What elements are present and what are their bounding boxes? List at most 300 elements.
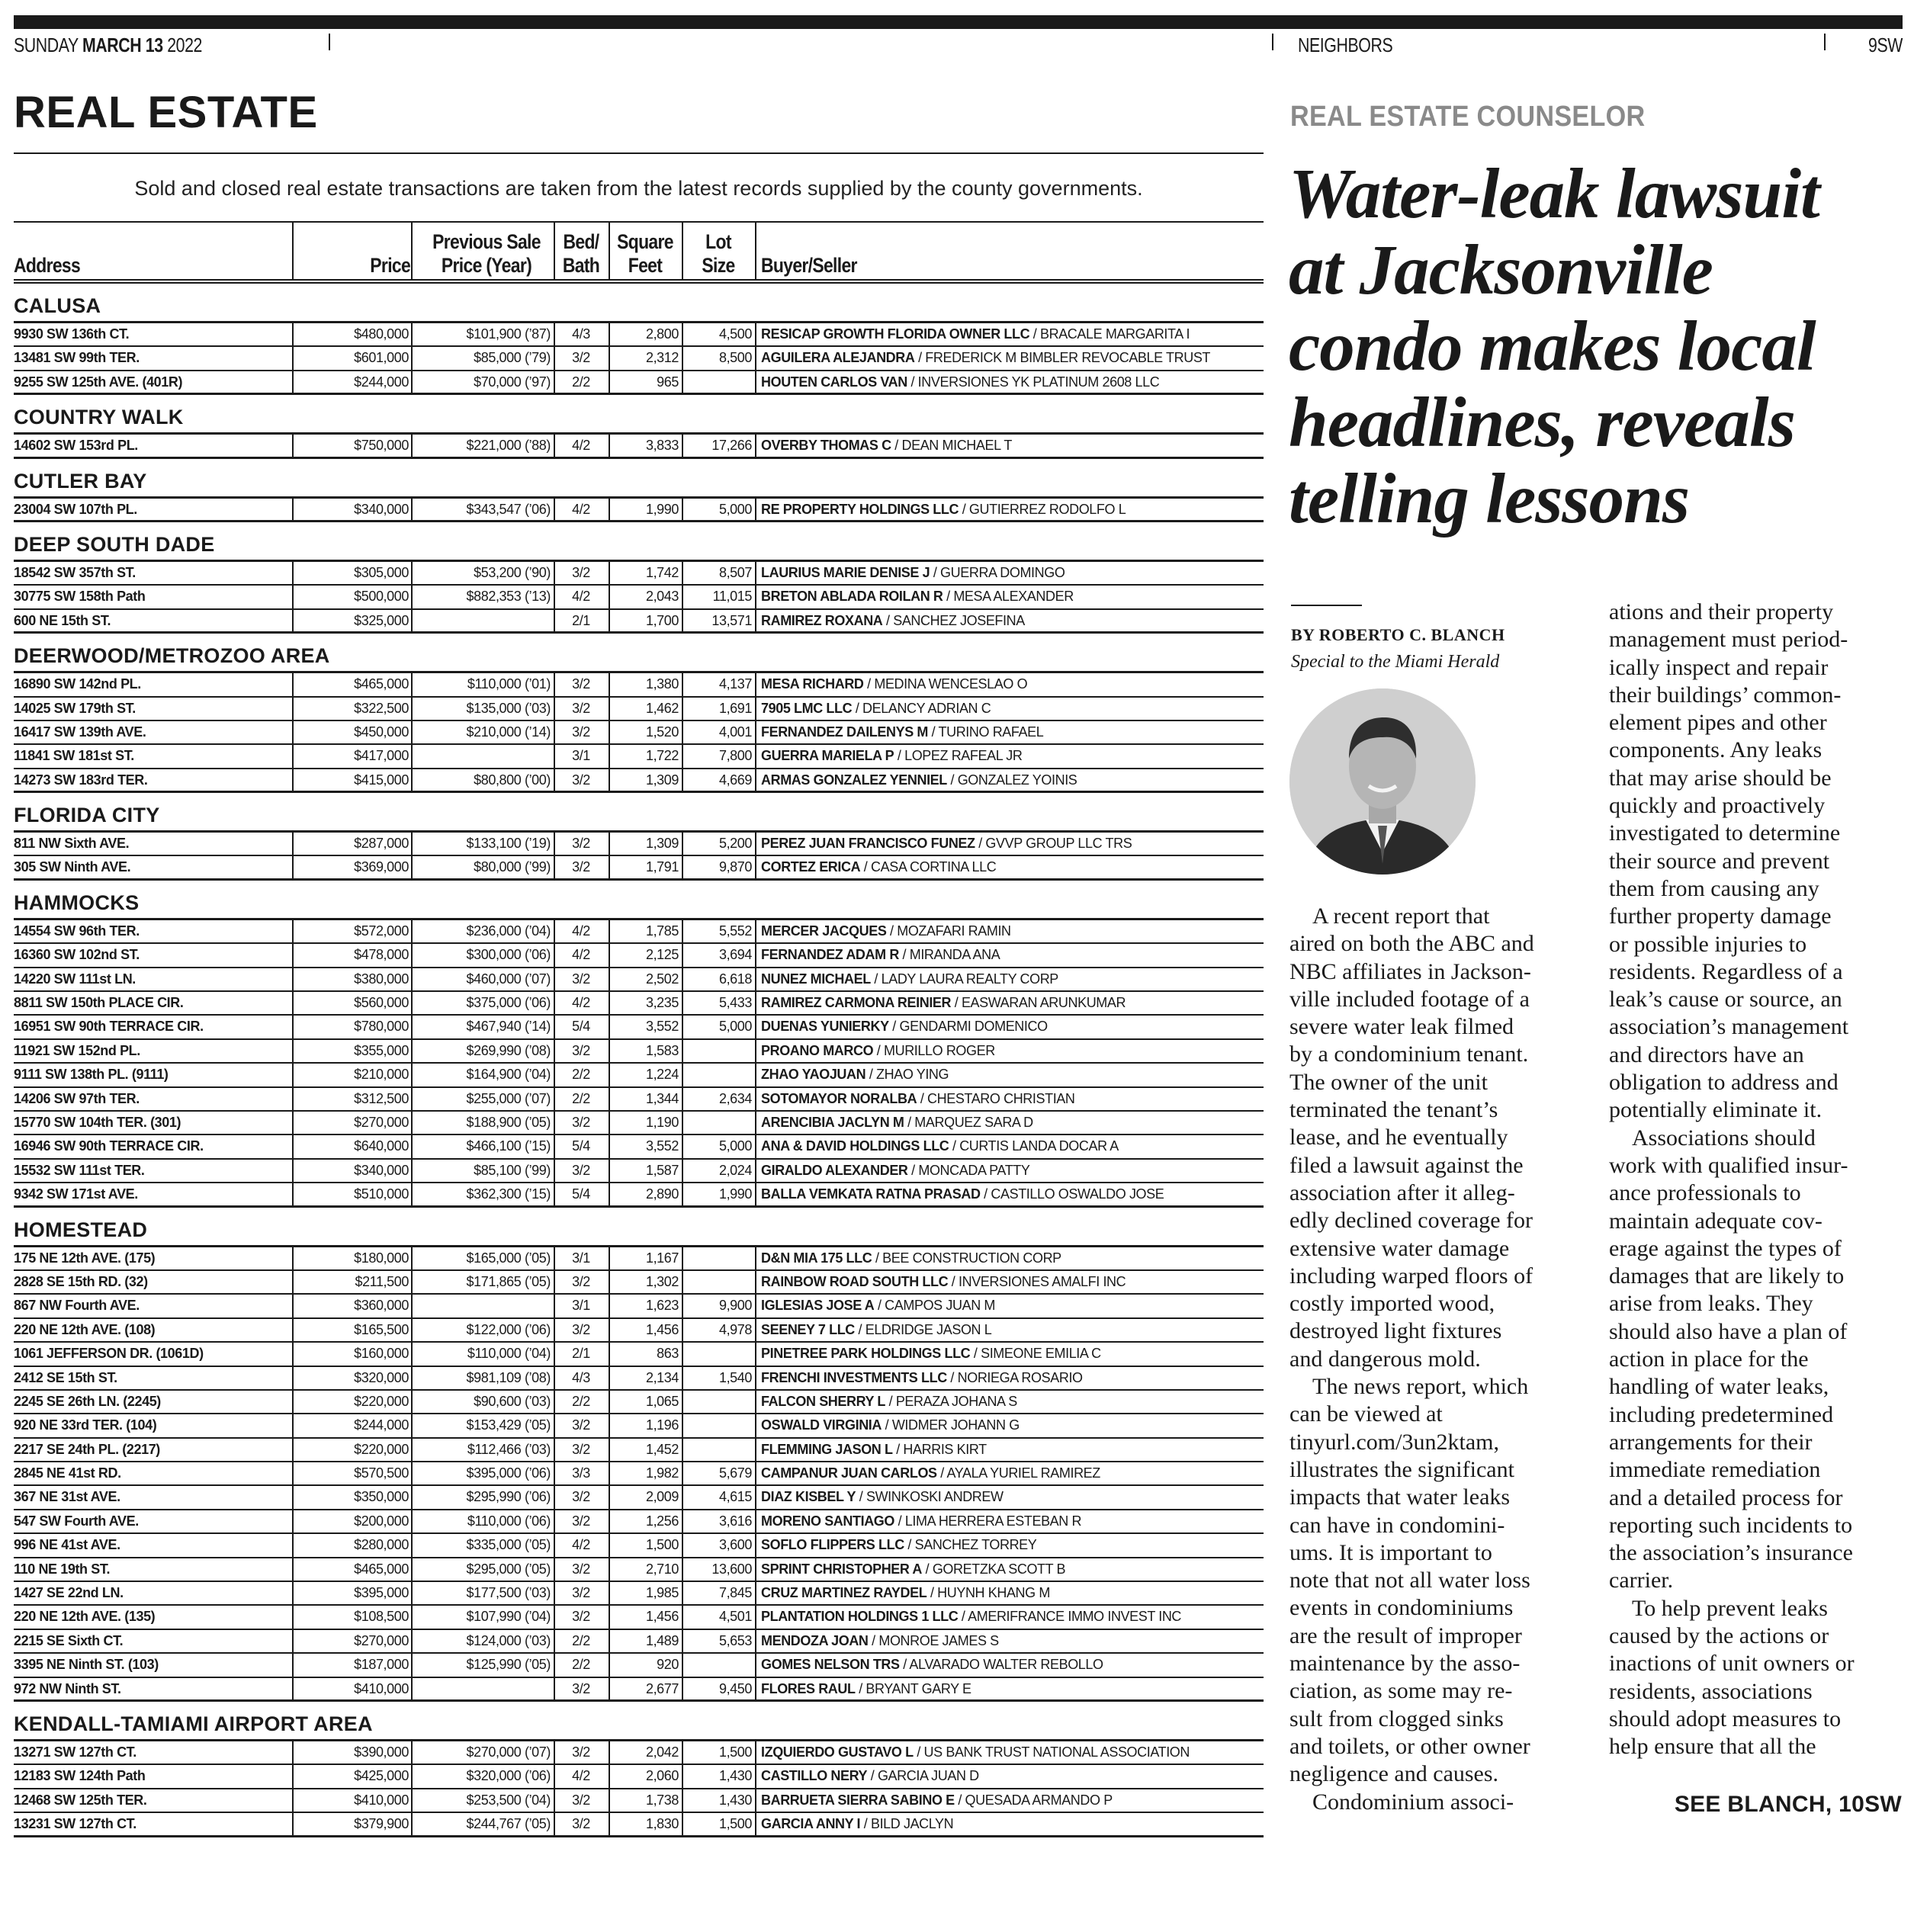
article-text-line: immediate remediation — [1609, 1457, 1821, 1483]
address-cell: 8811 SW 150th PLACE CIR. — [14, 995, 184, 1011]
column-divider — [682, 1135, 683, 1159]
lot-size-cell: 5,000 — [718, 1019, 752, 1035]
column-divider — [609, 1343, 610, 1366]
column-divider — [609, 1247, 610, 1271]
table-row — [14, 769, 1264, 793]
article-text-line: maintain adequate cov- — [1609, 1208, 1822, 1234]
article-text-line: by a condominium tenant. — [1289, 1041, 1529, 1067]
price-cell: $244,000 — [354, 374, 409, 390]
buyer-name: FERNANDEZ DAILENYS M — [761, 724, 929, 740]
table-row — [14, 745, 1264, 769]
column-divider — [682, 992, 683, 1016]
buyer-name: MESA RICHARD — [761, 676, 864, 692]
bed-bath-cell: 5/4 — [572, 1138, 590, 1154]
column-divider — [755, 1016, 756, 1039]
column-divider — [609, 1016, 610, 1039]
column-divider — [554, 1765, 555, 1789]
seller-name: / NORIEGA ROSARIO — [946, 1369, 1083, 1385]
column-divider — [755, 1247, 756, 1271]
column-divider — [682, 1606, 683, 1629]
buyer-seller-cell — [761, 613, 1025, 629]
lot-size-cell: 13,600 — [711, 1561, 752, 1577]
column-divider — [292, 673, 294, 697]
column-divider — [554, 698, 555, 721]
address-cell: 14220 SW 111st LN. — [14, 971, 136, 987]
column-divider — [554, 1247, 555, 1271]
previous-sale-cell: $466,100 (’15) — [466, 1138, 551, 1154]
buyer-seller-cell — [761, 350, 1210, 366]
seller-name: / HUYNH KHANG M — [926, 1585, 1050, 1601]
table-row — [14, 1765, 1264, 1789]
article-text-line: edly declined coverage for — [1289, 1208, 1533, 1234]
previous-sale-cell: $236,000 (’04) — [466, 923, 551, 939]
square-feet-cell: 2,677 — [645, 1680, 679, 1696]
address-cell: 996 NE 41st AVE. — [14, 1537, 120, 1553]
buyer-seller-cell — [761, 1346, 1101, 1362]
buyer-name: AGUILERA ALEJANDRA — [761, 350, 915, 366]
article-text-line: damages that are likely to — [1609, 1263, 1845, 1289]
column-divider — [682, 1016, 683, 1039]
column-divider — [554, 992, 555, 1016]
square-feet-cell: 1,785 — [645, 923, 679, 939]
table-row — [14, 499, 1264, 522]
price-cell: $415,000 — [354, 772, 409, 788]
column-divider — [609, 323, 610, 347]
address-cell: 12183 SW 124th Path — [14, 1768, 146, 1784]
column-divider — [682, 1439, 683, 1462]
square-feet-cell: 3,552 — [645, 1019, 679, 1035]
buyer-seller-cell — [761, 971, 1058, 987]
lot-size-cell: 4,669 — [718, 772, 752, 788]
lot-size-cell: 13,571 — [711, 612, 752, 628]
article-text-line: and toilets, or other owner — [1289, 1733, 1530, 1759]
table-intro: Sold and closed real estate transactions are taken from the latest records supplied by the county governments. — [134, 177, 1143, 200]
column-divider — [755, 1765, 756, 1789]
bed-bath-cell: 3/2 — [572, 1114, 590, 1130]
buyer-name: IGLESIAS JOSE A — [761, 1298, 875, 1314]
table-row — [14, 920, 1264, 944]
article-text-line: help ensure that all the — [1609, 1734, 1816, 1760]
article-text-line: caused by the actions or — [1609, 1622, 1829, 1648]
folio-section: NEIGHBORS — [1298, 34, 1393, 56]
neighborhood-heading: FLORIDA CITY — [14, 793, 1264, 833]
column-divider — [292, 1016, 294, 1039]
column-divider — [682, 1630, 683, 1654]
article-text-line: maintenance by the asso- — [1289, 1651, 1521, 1677]
seller-name: / DELANCY ADRIAN C — [852, 700, 991, 716]
lot-size-cell: 5,679 — [718, 1465, 752, 1481]
column-divider — [755, 1271, 756, 1295]
column-divider — [554, 223, 555, 279]
column-divider — [682, 1558, 683, 1582]
column-divider — [554, 1391, 555, 1414]
bed-bath-cell: 2/1 — [572, 1346, 590, 1362]
column-divider — [554, 1741, 555, 1765]
column-divider — [755, 1439, 756, 1462]
bed-bath-cell: 3/3 — [572, 1465, 590, 1481]
column-divider — [292, 223, 294, 279]
buyer-seller-cell — [761, 995, 1126, 1011]
column-divider — [292, 1343, 294, 1366]
column-divider — [682, 1510, 683, 1534]
price-cell: $369,000 — [354, 859, 409, 875]
bed-bath-cell: 3/2 — [572, 1792, 590, 1808]
buyer-seller-cell — [761, 1394, 1017, 1410]
article-text-line: Associations should — [1632, 1125, 1816, 1151]
article-text-line: Condominium associ- — [1312, 1789, 1514, 1815]
column-divider — [755, 673, 756, 697]
column-divider — [554, 1367, 555, 1391]
price-cell: $560,000 — [354, 995, 409, 1011]
column-divider — [292, 698, 294, 721]
buyer-name: ARENCIBIA JACLYN M — [761, 1114, 904, 1130]
column-divider — [755, 1391, 756, 1414]
article-text-line: ically inspect and repair — [1609, 654, 1829, 680]
column-divider — [411, 499, 413, 522]
article-text-line: and directors have an — [1609, 1041, 1804, 1067]
column-divider — [292, 1606, 294, 1629]
bed-bath-cell: 3/2 — [572, 1273, 590, 1289]
buyer-seller-cell — [761, 701, 991, 717]
buyer-seller-cell — [761, 923, 1011, 939]
buyer-seller-cell — [761, 676, 1027, 692]
price-cell: $410,000 — [354, 1680, 409, 1696]
lot-size-cell: 2,634 — [718, 1090, 752, 1106]
buyer-seller-cell — [761, 1019, 1048, 1035]
table-row — [14, 721, 1264, 745]
column-divider — [292, 1247, 294, 1271]
column-divider — [292, 1558, 294, 1582]
column-divider — [411, 1295, 413, 1318]
column-divider — [292, 833, 294, 856]
column-divider — [292, 1391, 294, 1414]
column-divider — [682, 223, 683, 279]
lot-size-cell: 8,507 — [718, 564, 752, 580]
seller-name: / LOPEZ RAFEAL JR — [894, 748, 1023, 764]
column-divider — [609, 610, 610, 633]
price-cell: $200,000 — [354, 1513, 409, 1529]
price-cell: $360,000 — [354, 1298, 409, 1314]
bed-bath-cell: 3/2 — [572, 700, 590, 716]
seller-name: / CASA CORTINA LLC — [860, 859, 997, 875]
folio-date — [14, 34, 202, 57]
address-cell: 2828 SE 15th RD. (32) — [14, 1273, 148, 1289]
address-cell: 9930 SW 136th CT. — [14, 326, 130, 342]
column-divider — [292, 944, 294, 968]
buyer-name: D&N MIA 175 LLC — [761, 1250, 872, 1266]
column-divider — [755, 856, 756, 879]
previous-sale-cell: $981,109 (’08) — [466, 1369, 551, 1385]
lot-size-cell: 4,501 — [718, 1609, 752, 1625]
address-cell: 11841 SW 181st ST. — [14, 748, 134, 764]
buyer-name: FERNANDEZ ADAM R — [761, 947, 899, 963]
table-row — [14, 1789, 1264, 1813]
article-text-line: handling of water leaks, — [1609, 1374, 1829, 1400]
column-divider — [682, 1534, 683, 1558]
buyer-name: MERCER JACQUES — [761, 923, 887, 939]
square-feet-cell: 1,380 — [645, 676, 679, 692]
column-divider — [292, 347, 294, 371]
previous-sale-cell: $165,000 (’05) — [466, 1250, 551, 1266]
buyer-seller-cell — [761, 1091, 1075, 1107]
neighborhood-heading: DEEP SOUTH DADE — [14, 522, 1264, 562]
square-feet-cell: 1,990 — [645, 501, 679, 517]
column-divider — [755, 1654, 756, 1677]
column-divider — [755, 992, 756, 1016]
address-cell: 2217 SE 24th PL. (2217) — [14, 1441, 160, 1457]
address-cell: 9111 SW 138th PL. (9111) — [14, 1067, 169, 1083]
price-cell: $355,000 — [354, 1042, 409, 1058]
article-text-line: and dangerous mold. — [1289, 1346, 1481, 1372]
bed-bath-cell: 3/2 — [572, 564, 590, 580]
column-divider — [682, 435, 683, 457]
column-divider — [411, 1558, 413, 1582]
previous-sale-cell: $177,500 (’03) — [466, 1585, 551, 1601]
folio-day: SUNDAY — [14, 34, 79, 56]
price-cell: $280,000 — [354, 1537, 409, 1553]
top-rule — [14, 15, 1903, 29]
column-divider — [411, 1271, 413, 1295]
column-divider — [292, 435, 294, 457]
column-divider — [682, 1582, 683, 1606]
buyer-seller-cell — [761, 1465, 1100, 1481]
column-divider — [755, 1343, 756, 1366]
seller-name: / PERAZA JOHANA S — [885, 1393, 1017, 1409]
column-divider — [755, 1183, 756, 1206]
column-divider — [682, 769, 683, 792]
folio-divider — [329, 34, 330, 50]
table-row — [14, 1558, 1264, 1582]
bed-bath-cell: 4/3 — [572, 1369, 590, 1385]
column-divider — [292, 1678, 294, 1701]
square-feet-cell: 2,710 — [645, 1561, 679, 1577]
column-divider — [292, 562, 294, 586]
lot-size-cell: 9,450 — [718, 1680, 752, 1696]
column-divider — [554, 1319, 555, 1343]
article-text-line: events in condominiums — [1289, 1595, 1514, 1621]
bed-bath-cell: 4/2 — [572, 438, 590, 454]
square-feet-cell: 1,256 — [645, 1513, 679, 1529]
column-divider — [682, 1391, 683, 1414]
address-cell: 2245 SE 26th LN. (2245) — [14, 1393, 161, 1409]
column-divider — [411, 1439, 413, 1462]
column-divider — [292, 769, 294, 792]
square-feet-cell: 1,456 — [645, 1321, 679, 1337]
square-feet-cell: 1,456 — [645, 1609, 679, 1625]
previous-sale-cell: $253,500 (’04) — [466, 1792, 551, 1808]
column-divider — [609, 1112, 610, 1135]
column-divider — [682, 1789, 683, 1813]
lot-size-cell: 4,978 — [718, 1321, 752, 1337]
table-row — [14, 698, 1264, 721]
article-column-1 — [1289, 903, 1582, 1816]
column-divider — [609, 1741, 610, 1765]
column-divider — [755, 1064, 756, 1087]
column-divider — [755, 833, 756, 856]
table-row — [14, 562, 1264, 586]
table-row — [14, 586, 1264, 609]
table-row — [14, 673, 1264, 697]
neighborhood-heading: DEERWOOD/METROZOO AREA — [14, 634, 1264, 673]
article-text-line: aired on both the ABC and — [1289, 931, 1534, 957]
column-divider — [609, 920, 610, 944]
column-divider — [609, 1040, 610, 1064]
buyer-seller-cell — [761, 836, 1132, 852]
bed-bath-cell: 2/2 — [572, 1657, 590, 1673]
buyer-name: BRETON ABLADA ROILAN R — [761, 589, 943, 605]
price-cell: $160,000 — [354, 1346, 409, 1362]
column-divider — [554, 673, 555, 697]
neighborhood-heading: HOMESTEAD — [14, 1208, 1264, 1247]
folio-month-day: MARCH 13 — [82, 34, 163, 56]
address-cell: 13271 SW 127th CT. — [14, 1744, 136, 1760]
seller-name: / LIMA HERRERA ESTEBAN R — [894, 1513, 1082, 1529]
column-divider — [292, 586, 294, 609]
column-divider — [609, 745, 610, 769]
buyer-seller-cell — [761, 1744, 1190, 1760]
price-cell: $287,000 — [354, 836, 409, 852]
column-divider — [554, 1112, 555, 1135]
column-divider — [682, 920, 683, 944]
lot-size-cell: 9,900 — [718, 1298, 752, 1314]
column-divider — [554, 1534, 555, 1558]
column-divider — [411, 1414, 413, 1438]
column-divider — [292, 371, 294, 394]
buyer-name: GUERRA MARIELA P — [761, 748, 894, 764]
buyer-seller-cell — [761, 1768, 979, 1784]
seller-name: / AYALA YURIEL RAMIREZ — [936, 1465, 1100, 1481]
column-divider — [682, 1486, 683, 1510]
buyer-name: SEENEY 7 LLC — [761, 1321, 855, 1337]
table-row — [14, 1813, 1264, 1837]
address-cell: 3395 NE Ninth ST. (103) — [14, 1657, 159, 1673]
bed-bath-cell: 2/2 — [572, 374, 590, 390]
article-text-line: carrier. — [1609, 1568, 1674, 1593]
column-divider — [682, 1414, 683, 1438]
square-feet-cell: 1,742 — [645, 564, 679, 580]
buyer-name: CASTILLO NERY — [761, 1768, 868, 1784]
bed-bath-cell: 3/2 — [572, 1680, 590, 1696]
column-divider — [682, 323, 683, 347]
table-row — [14, 610, 1264, 634]
table-row — [14, 1135, 1264, 1159]
column-divider — [411, 371, 413, 394]
previous-sale-cell: $153,429 (’05) — [466, 1417, 551, 1433]
price-cell: $572,000 — [354, 923, 409, 939]
column-divider — [755, 1135, 756, 1159]
article-text-line: leak’s cause or source, an — [1609, 987, 1842, 1013]
article-column-2 — [1609, 599, 1903, 1760]
square-feet-cell: 1,738 — [645, 1792, 679, 1808]
previous-sale-cell: $295,990 (’06) — [466, 1489, 551, 1505]
lot-size-cell: 1,430 — [718, 1768, 752, 1784]
address-cell: 12468 SW 125th TER. — [14, 1792, 147, 1808]
address-cell: 920 NE 33rd TER. (104) — [14, 1417, 157, 1433]
square-feet-cell: 863 — [657, 1346, 679, 1362]
lot-size-cell: 6,618 — [718, 971, 752, 987]
column-divider — [682, 562, 683, 586]
article-text-line: residents, associations — [1609, 1678, 1813, 1704]
article-text-line: them from causing any — [1609, 875, 1819, 901]
column-divider — [292, 1765, 294, 1789]
square-feet-cell: 1,302 — [645, 1273, 679, 1289]
column-divider — [411, 944, 413, 968]
square-feet-cell: 1,623 — [645, 1298, 679, 1314]
price-cell: $350,000 — [354, 1489, 409, 1505]
seller-name: / SANCHEZ JOSEFINA — [882, 612, 1025, 628]
transactions-table — [14, 221, 1264, 1837]
column-divider — [554, 347, 555, 371]
column-divider — [682, 1112, 683, 1135]
buyer-seller-cell — [761, 1138, 1119, 1154]
article-text-line: can be viewed at — [1289, 1401, 1443, 1427]
square-feet-cell: 2,043 — [645, 589, 679, 605]
headline-line: condo makes local — [1289, 307, 1816, 386]
column-divider — [411, 1183, 413, 1206]
column-divider — [554, 1183, 555, 1206]
address-cell: 14602 SW 153rd PL. — [14, 438, 138, 454]
column-divider — [609, 721, 610, 745]
column-divider — [609, 1295, 610, 1318]
buyer-name: BARRUETA SIERRA SABINO E — [761, 1792, 955, 1808]
buyer-seller-cell — [761, 1561, 1065, 1577]
byline-rule — [1291, 605, 1362, 606]
article-text-line: filed a lawsuit against the — [1289, 1152, 1524, 1178]
column-divider — [755, 1813, 756, 1836]
lot-size-cell: 4,137 — [718, 676, 752, 692]
address-cell: 9342 SW 171st AVE. — [14, 1186, 138, 1202]
seller-name: / ZHAO YING — [865, 1067, 949, 1083]
seller-name: / MARQUEZ SARA D — [904, 1114, 1033, 1130]
column-divider — [609, 1367, 610, 1391]
article-text-line: including predetermined — [1609, 1401, 1834, 1427]
address-cell: 30775 SW 158th Path — [14, 589, 146, 605]
column-divider — [292, 323, 294, 347]
price-cell: $340,000 — [354, 501, 409, 517]
col-header-square-feet: Square Feet — [617, 230, 673, 277]
buyer-seller-cell — [761, 1537, 1036, 1553]
square-feet-cell: 1,587 — [645, 1162, 679, 1178]
previous-sale-cell: $110,000 (’04) — [467, 1346, 551, 1362]
column-divider — [292, 1183, 294, 1206]
buyer-name: SPRINT CHRISTOPHER A — [761, 1561, 923, 1577]
seller-name: / SIMEONE EMILIA C — [970, 1346, 1101, 1362]
column-divider — [682, 586, 683, 609]
lot-size-cell: 1,430 — [718, 1792, 752, 1808]
column-divider — [554, 371, 555, 394]
square-feet-cell: 2,125 — [645, 947, 679, 963]
square-feet-cell: 3,833 — [645, 438, 679, 454]
column-divider — [682, 856, 683, 879]
previous-sale-cell: $343,547 (’06) — [466, 501, 551, 517]
seller-name: / HARRIS KIRT — [892, 1441, 987, 1457]
column-divider — [755, 371, 756, 394]
previous-sale-cell: $375,000 (’06) — [466, 995, 551, 1011]
column-divider — [292, 1462, 294, 1486]
price-cell: $425,000 — [354, 1768, 409, 1784]
column-divider — [411, 562, 413, 586]
previous-sale-cell: $125,990 (’05) — [466, 1657, 551, 1673]
previous-sale-cell: $295,000 (’05) — [466, 1561, 551, 1577]
column-divider — [554, 1016, 555, 1039]
column-divider — [755, 1486, 756, 1510]
bed-bath-cell: 3/1 — [572, 1250, 590, 1266]
previous-sale-cell: $395,000 (’06) — [466, 1465, 551, 1481]
price-cell: $380,000 — [354, 971, 409, 987]
seller-name: / GENDARMI DOMENICO — [888, 1019, 1048, 1035]
seller-name: / INVERSIONES YK PLATINUM 2608 LLC — [907, 374, 1160, 390]
address-cell: 811 NW Sixth AVE. — [14, 836, 130, 852]
